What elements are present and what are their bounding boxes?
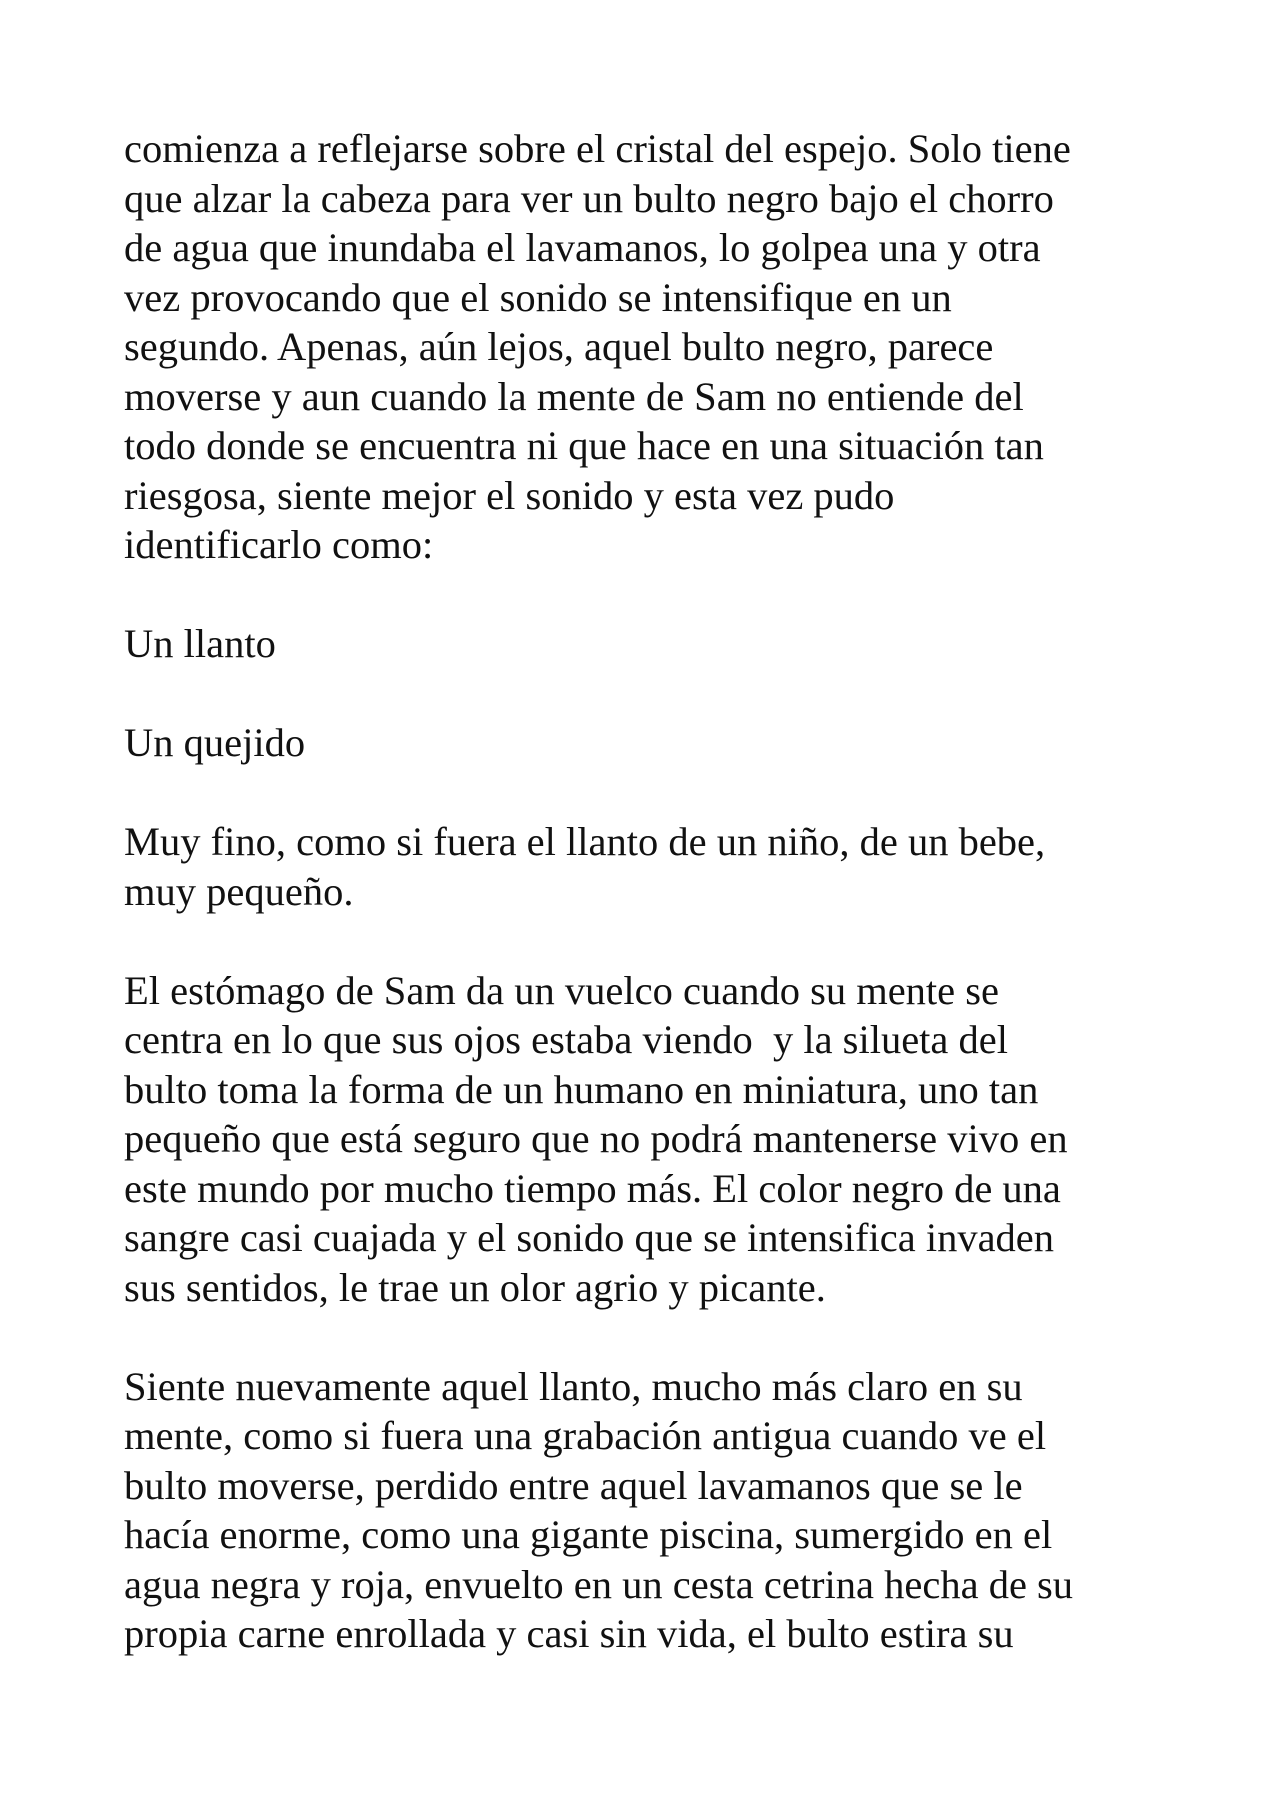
text-line: segundo. Apenas, aún lejos, aquel bulto negro, parece (124, 324, 994, 369)
text-line: identificarlo como: (124, 522, 434, 567)
text-line: comienza a reflejarse sobre el cristal del espejo. Solo tiene (124, 126, 1071, 171)
text-line: bulto toma la forma de un humano en miniatura, uno tan (124, 1066, 1039, 1112)
text-line: mente, como si fuera una grabación antigua cuando ve el (124, 1413, 1047, 1458)
paragraph-spacer (124, 570, 1164, 620)
text-line: bulto moverse, perdido entre aquel lavamanos que se le (124, 1462, 1023, 1508)
text-line: muy pequeño. (124, 868, 354, 914)
text-line: El estómago de Sam da un vuelco cuando su mente se (124, 967, 1000, 1013)
text-line: que alzar la cabeza para ver un bulto negro bajo el chorro (124, 175, 1054, 221)
paragraph-spacer (124, 669, 1164, 719)
text-line: propia carne enrollada y casi sin vida, el bulto estira su (124, 1611, 1014, 1656)
document-page (124, 124, 1164, 1659)
text-line: riesgosa, siente mejor el sonido y esta vez pudo (124, 472, 895, 518)
paragraph-2 (124, 619, 1164, 669)
paragraph-spacer (124, 1312, 1164, 1362)
text-line: de agua que inundaba el lavamanos, lo golpea una y otra (124, 225, 1041, 270)
text-line: todo donde se encuentra ni que hace en una situación tan (124, 423, 1044, 468)
text-line: agua negra y roja, envuelto en un cesta cetrina hecha de su (124, 1561, 1074, 1607)
paragraph-6 (124, 1362, 1164, 1659)
text-line: hacía enorme, como una gigante piscina, sumergido en el (124, 1512, 1053, 1557)
text-line: sangre casi cuajada y el sonido que se intensifica invaden (124, 1215, 1055, 1260)
text-line: Muy fino, como si fuera el llanto de un niño, de un bebe, (124, 819, 1046, 864)
paragraph-4 (124, 817, 1164, 916)
paragraph-3 (124, 718, 1164, 768)
text-line: vez provocando que el sonido se intensifique en un (124, 274, 952, 320)
paragraph-spacer (124, 916, 1164, 966)
text-line: Un quejido (124, 720, 306, 765)
paragraph-spacer (124, 768, 1164, 818)
text-line: sus sentidos, le trae un olor agrio y picante. (124, 1264, 826, 1310)
text-line: Siente nuevamente aquel llanto, mucho más claro en su (124, 1363, 1023, 1409)
text-line: pequeño que está seguro que no podrá mantenerse vivo en (124, 1116, 1068, 1161)
text-line: Un llanto (124, 621, 276, 666)
paragraph-5 (124, 966, 1164, 1313)
text-line: centra en lo que sus ojos estaba viendo y la silueta del (124, 1017, 1008, 1062)
paragraph-1 (124, 124, 1164, 570)
text-line: este mundo por mucho tiempo más. El color negro de una (124, 1165, 1061, 1211)
text-line: moverse y aun cuando la mente de Sam no entiende del (124, 373, 1024, 419)
